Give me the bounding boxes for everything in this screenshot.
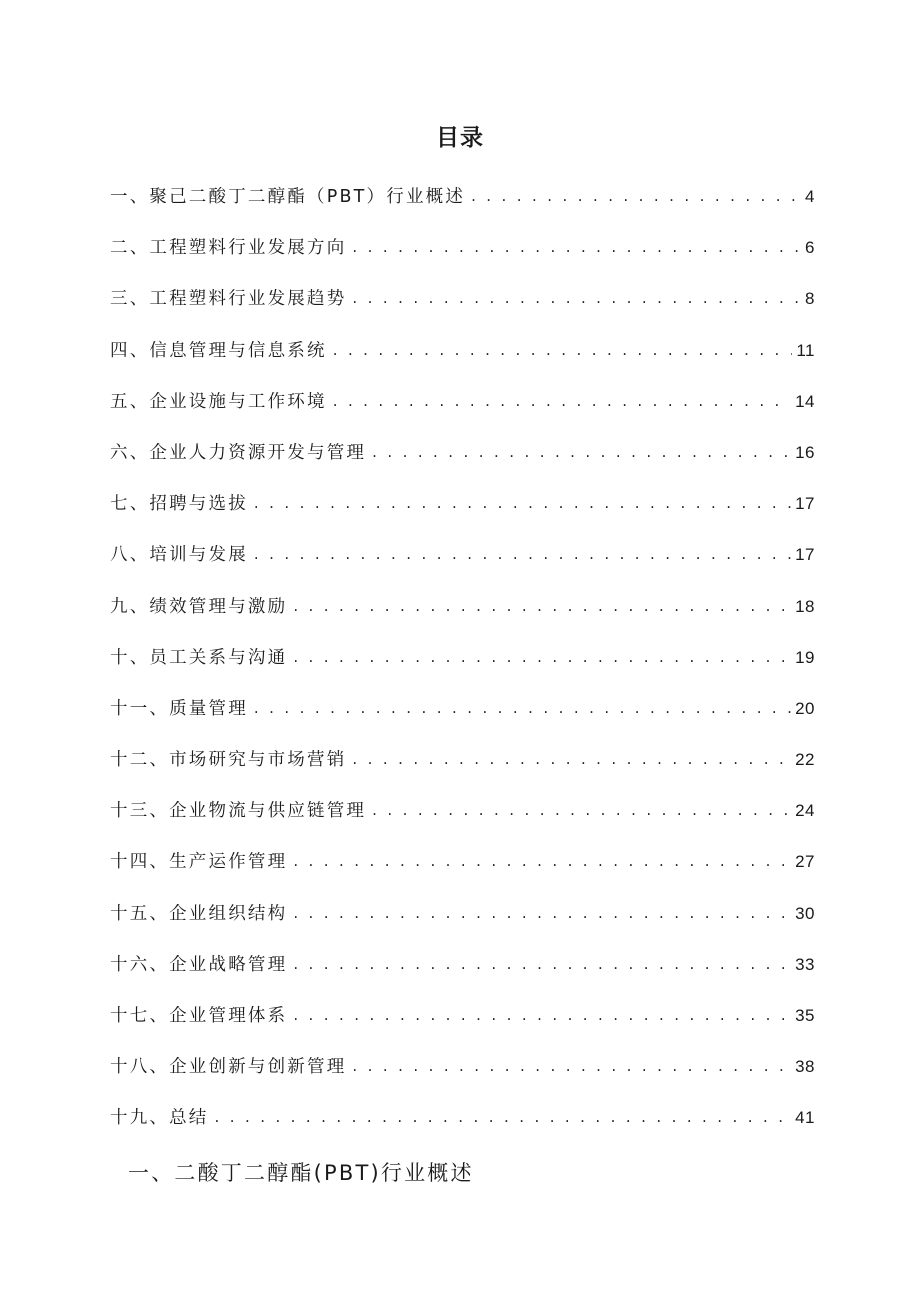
toc-entry-label: 七、招聘与选拔 bbox=[110, 494, 248, 515]
toc-entry-label: 八、培训与发展 bbox=[110, 545, 248, 566]
toc-entry-page: 18 bbox=[795, 596, 815, 616]
toc-entry-label: 十六、企业战略管理 bbox=[110, 954, 288, 975]
toc-entry[interactable] bbox=[110, 593, 815, 644]
toc-entry-page: 17 bbox=[795, 494, 815, 514]
toc-title: 目录 bbox=[436, 125, 484, 151]
toc-entry[interactable] bbox=[110, 746, 815, 797]
toc-entry-label: 十、员工关系与沟通 bbox=[110, 647, 288, 668]
toc-entry-page: 35 bbox=[795, 1006, 815, 1025]
toc-leader-dots bbox=[333, 391, 791, 411]
toc-entry[interactable] bbox=[110, 439, 815, 490]
toc-entry[interactable] bbox=[110, 183, 815, 234]
toc-entry-page: 33 bbox=[795, 954, 815, 974]
toc-leader-dots bbox=[352, 749, 791, 769]
toc-entry-page: 16 bbox=[795, 442, 815, 462]
toc-entry-label: 十五、企业组织结构 bbox=[110, 903, 288, 924]
toc-entry-label: 五、企业设施与工作环境 bbox=[110, 391, 327, 412]
toc-entry-label: 十七、企业管理体系 bbox=[110, 1006, 288, 1026]
toc-entry-page: 11 bbox=[796, 340, 815, 360]
toc-entry-page: 8 bbox=[805, 289, 815, 309]
toc-leader-dots bbox=[254, 698, 791, 718]
toc-entry[interactable] bbox=[110, 951, 815, 1002]
toc-entry-label: 十八、企业创新与创新管理 bbox=[110, 1057, 347, 1078]
toc-entry-page: 6 bbox=[805, 238, 815, 258]
toc-entry[interactable] bbox=[110, 388, 815, 439]
toc-leader-dots bbox=[352, 288, 801, 308]
toc-entry-label: 十一、质量管理 bbox=[110, 698, 248, 719]
toc-entry-page: 20 bbox=[795, 698, 815, 718]
toc-entry-page: 4 bbox=[805, 187, 815, 206]
toc-entry-page: 41 bbox=[795, 1108, 815, 1128]
toc-entry-label: 四、信息管理与信息系统 bbox=[110, 340, 327, 361]
toc-entry[interactable] bbox=[110, 1053, 815, 1104]
toc-entry-page: 22 bbox=[795, 750, 815, 770]
toc-entry-page: 30 bbox=[795, 903, 815, 923]
toc-leader-dots bbox=[254, 544, 791, 564]
toc-entry[interactable] bbox=[110, 490, 815, 541]
toc-entry-page: 14 bbox=[795, 391, 815, 411]
toc-leader-dots bbox=[293, 851, 791, 871]
toc-entry-label: 十九、总结 bbox=[110, 1108, 209, 1129]
section-heading: 一、二酸丁二醇酯(PBT)行业概述 bbox=[128, 1161, 474, 1185]
toc-leader-dots bbox=[333, 340, 793, 360]
toc-entry[interactable] bbox=[110, 1104, 815, 1155]
toc-entry[interactable] bbox=[110, 695, 815, 746]
toc-entry[interactable] bbox=[110, 234, 815, 285]
toc-entry[interactable] bbox=[110, 900, 815, 951]
toc-entry-label: 一、聚己二酸丁二醇酯（PBT）行业概述 bbox=[110, 187, 466, 207]
toc-leader-dots bbox=[293, 647, 791, 667]
toc-entry-label: 六、企业人力资源开发与管理 bbox=[110, 442, 367, 463]
toc-entry-page: 17 bbox=[795, 545, 815, 565]
toc-entry-label: 十四、生产运作管理 bbox=[110, 852, 288, 873]
toc-entry-label: 十三、企业物流与供应链管理 bbox=[110, 801, 367, 822]
toc-leader-dots bbox=[293, 954, 791, 974]
toc-leader-dots bbox=[215, 1107, 792, 1127]
toc-entry[interactable] bbox=[110, 848, 815, 899]
toc-leader-dots bbox=[471, 186, 801, 206]
toc-entry-label: 二、工程塑料行业发展方向 bbox=[110, 238, 347, 259]
toc-leader-dots bbox=[352, 237, 801, 257]
toc-leader-dots bbox=[293, 596, 791, 616]
toc-leader-dots bbox=[372, 800, 791, 820]
toc-leader-dots bbox=[293, 1005, 791, 1025]
toc-entry-label: 十二、市场研究与市场营销 bbox=[110, 750, 347, 771]
toc-entry-label: 九、绩效管理与激励 bbox=[110, 596, 288, 617]
toc-entry-page: 24 bbox=[795, 801, 815, 821]
toc-entry[interactable] bbox=[110, 644, 815, 695]
table-of-contents bbox=[110, 183, 815, 1156]
toc-leader-dots bbox=[254, 493, 791, 513]
toc-entry[interactable] bbox=[110, 1002, 815, 1053]
toc-leader-dots bbox=[352, 1056, 791, 1076]
toc-entry[interactable] bbox=[110, 541, 815, 592]
toc-entry-label: 三、工程塑料行业发展趋势 bbox=[110, 289, 347, 310]
toc-leader-dots bbox=[293, 903, 791, 923]
toc-leader-dots bbox=[372, 442, 791, 462]
toc-entry[interactable] bbox=[110, 285, 815, 336]
toc-entry-page: 19 bbox=[795, 647, 815, 667]
toc-entry[interactable] bbox=[110, 797, 815, 848]
toc-entry-page: 38 bbox=[795, 1057, 815, 1077]
toc-entry-page: 27 bbox=[795, 852, 815, 872]
toc-entry[interactable] bbox=[110, 337, 815, 388]
